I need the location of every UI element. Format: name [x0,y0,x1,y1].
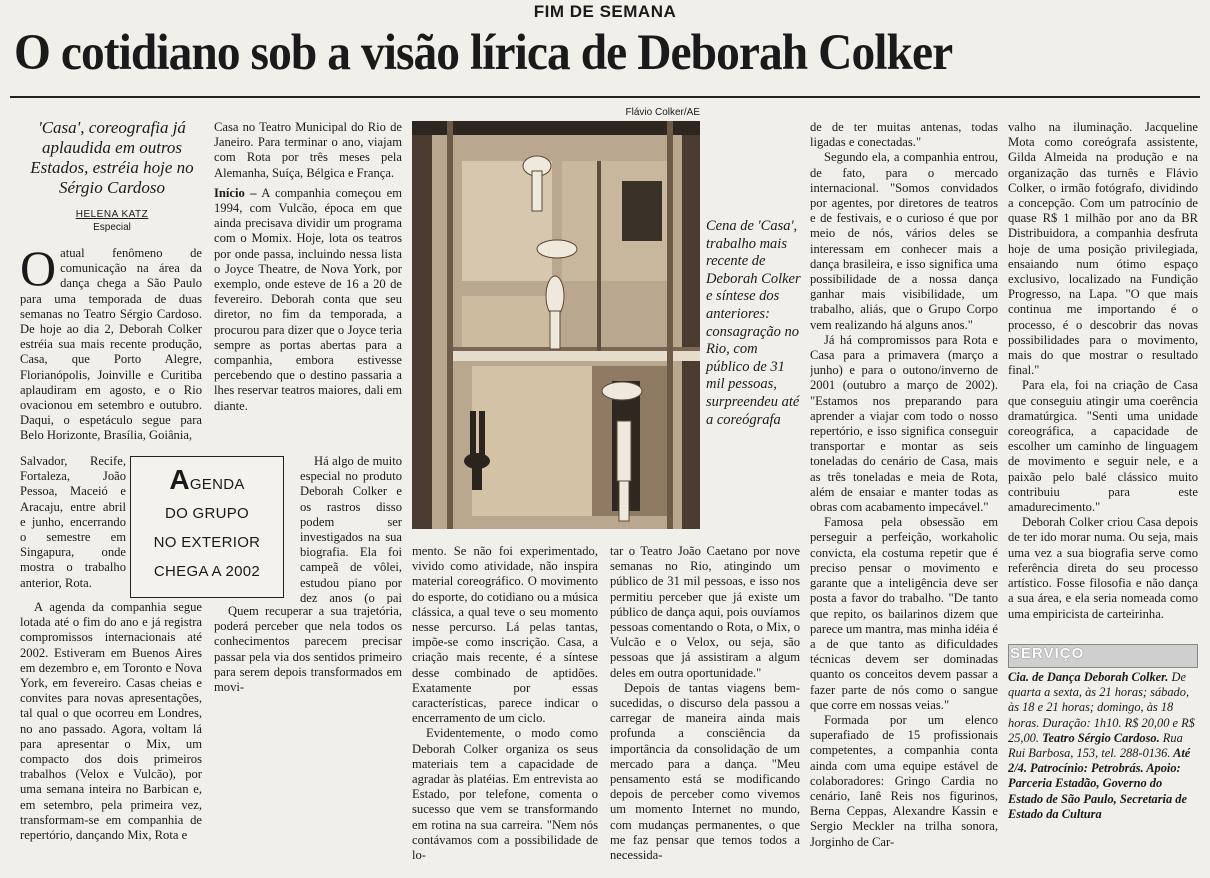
column-2-wrap [300,454,402,604]
servico-box [1008,670,1198,822]
agenda-line-2: DO GRUPO [164,505,250,522]
deck: 'Casa', coreografia já aplaudida em outros Estados, estréia hoje no Sérgio Cardoso [30,118,194,197]
column-2-bottom [214,604,402,862]
byline [24,208,200,234]
agenda-box [130,456,284,598]
paragraph: atual fenômeno de comunicação na área da dança chega a São Paulo para uma temporada de duas semanas no Teatro Sérgio Cardoso. De hoje ao dia 2, Deborah Colker estréia sua mais recente produção, Casa, que Porto Alegre, Florianópolis, Joinville e Curitiba aplaudiram em agosto, e o Rio ovacionou em setembro e outubro. Daqui, o espetáculo segue para Belo Horizonte, Brasília, Goiânia, [20,246,202,443]
column-1-top [20,246,202,456]
paragraph: tar o Teatro João Caetano por nove semanas no Rio, atingindo um público de 31 mil pessoas, e isso nos permitiu perceber que já existe um público de dança aqui, pois ouvíamos pessoas comentando o Rota, o Mix, o Vulcão e o Velox, ou seja, são pessoas que já assistiram a algum deles em outra oportunidade." [610,544,800,680]
paragraph: mento. Se não foi experimentado, vivido como atividade, não inspira material coreográfico. O movimento do esporte, do cotidiano ou a música clássica, a qual teve o seu momento nesse percurso. Lá pelas tantas, impõe-se como inscrição. Casa, a criação mais recente, é a síntese desse combinado de aptidões. Exatamente por essas características, parece indicar o encerramento de um ciclo. [412,544,598,726]
agenda-line-1: GENDA [189,476,245,493]
servico-label: SERVIÇO [1010,645,1085,662]
paragraph: de de ter muitas antenas, todas ligadas e conectadas." [810,120,998,150]
column-6 [1008,120,1198,640]
servico-sponsor: Patrocínio: Petrobrás. Apoio: Parceria Estadão, Governo do Estado de São Paulo, Secretaria de Estado da Cultura [1008,761,1187,821]
paragraph: Deborah Colker criou Casa depois de ter ido morar numa. Ou seja, mais uma vez a sua biografia serve como referência direta do seu processo artístico. Fosse filosofia e não dança a sua área, e ela seria nomeada como uma empiricista de carteirinha. [1008,515,1198,621]
servico-schedule: De quarta a sexta, às 21 horas; sábado, às 18 e 21 horas; domingo, às 18 horas. Duração: 1h10. R$ 20,00 e R$ 25,00. [1008,670,1195,745]
paragraph: Há algo de muito especial no produto Deborah Colker e os rastros disso podem ser investigados na sua biografia. Ela foi campeã de vôlei, estudou piano por dez anos (o pai [300,454,402,604]
paragraph: Casa no Teatro Municipal do Rio de Janeiro. Para terminar o ano, viajam com Rota por três meses pela Alemanha, Suíça, Bélgica e França. [214,120,402,180]
byline-name: HELENA KATZ [75,209,149,220]
paragraph: Evidentemente, o modo como Deborah Colker organiza os seus materiais tem a capacidade de agradar às platéias. Em entrevista ao Estado, por telefone, comenta o sucesso que vem se transformando em rotina na sua carreira. "Nem nós contávamos com a possibilidade de lo- [412,726,598,862]
paragraph: Já há compromissos para Rota e Casa para a primavera (março a junho) e para o outono/inverno de 2001 (outubro a março de 2002). "Estamos nos preparando para aprender a viajar com todo o nosso repertório, e isso significa conseguir transportar e montar as seis toneladas do cenário de Casa, mais as três toneladas e meia de Rota, além de ensaiar e manter todas as obras com acabamento impecável." [810,332,998,515]
column-3 [412,544,598,862]
column-2-top [214,120,402,456]
paragraph: Famosa pela obsessão em perseguir a perfeição, workaholic convicta, ela costuma repetir que é preciso pensar o movimento e garante que a inteligência deve ser posta a favor do trabalho. "De tanto que repito, os bailarinos dizem que parece um mantra, mas minha idéia é a de que tanto as dificuldades técnicas devem ser dominadas quanto os conceitos devem passar a fazer parte de nós como o sangue que corre em nossas veias." [810,515,998,712]
paragraph: Salvador, Recife, Fortaleza, João Pessoa, Maceió e Aracaju, entre abril e junho, encerrando o semestre em Singapura, onde mostra o trabalho anterior, Rota. [20,454,126,590]
byline-role: Especial [93,222,131,233]
servico-until: Até 2/4. [1008,746,1191,776]
paragraph-continued: Quem recuperar a sua trajetória, poderá perceber que nela todos os conhecimentos parecem precisar passar pela via dos sentidos primeiro para serem depois transformados em movi- [214,604,402,695]
agenda-initial: A [169,464,190,495]
paragraph: Depois de tantas viagens bem-sucedidas, o discurso dela passou a carregar de maneira ainda mais profunda a consciência da importância da consolidação de um mercado para a dança. "Meu pensamento está se modificando depois de perceber como vivemos um momento Internet no mundo, com mudanças permanentes, o que me faz pensar que temos todos a necessida- [610,680,800,862]
paragraph: Segundo ela, a companhia entrou, de fato, para o mercado internacional. "Somos convidados por agentes, por diretores de teatros e de festivais, e o curioso é que por meio de nós, vários deles se interessam em conhecer mais a dança brasileira, e isso significa uma possibilidade de a nossa dança ganhar mais visibilidade, um trabalho, aliás, que o Grupo Corpo vem realizando há alguns anos." [810,150,998,332]
dancers-on-set-image [412,121,700,529]
paragraph: valho na iluminação. Jacqueline Mota como coreógrafa assistente, Gilda Almeida na produção e na organização das turnês e Flávio Colker, o irmão fotógrafo, dividindo a concepção. Com um patrocínio de quase R$ 1 milhão por ano da BR Distribuidora, a companhia desfruta hoje de uma posição privilegiada, ensaiando num ótimo espaço exclusivo, localizado na Fundição Progresso, na Lapa. "O que mais continua me importando é o processo, é o descobrir das novas possibilidades para o movimento, mais do que mostrar o resultado final." [1008,120,1198,378]
column-5 [810,120,998,864]
article-photo [412,121,700,529]
paragraph: Formada por um elenco superafiado de 15 profissionais competentes, a companhia conta ainda com uma equipe estável de colaboradores: Gringo Cardia no cenário, Ianê Reis nos figurinos, Berna Ceppas, Alexandre Kassin e Sergio Meckler na trilha sonora, Jorginho de Car- [810,712,998,849]
photo-caption: Cena de 'Casa', trabalho mais recente de Deborah Colker e síntese dos anteriores: consagração no Rio, com público de 31 mil pessoas, surpreendeu até a coreógrafa [706,218,801,428]
agenda-line-4: CHEGA A 2002 [153,563,261,580]
servico-venue: Teatro Sérgio Cardoso. [1038,730,1160,745]
dropcap: O [20,246,57,296]
servico-title: Cia. de Dança Deborah Colker. [1008,670,1169,684]
column-4 [610,544,800,862]
column-1-wrap [20,454,126,600]
headline: O cotidiano sob a visão lírica de Deborah Colker [14,25,953,81]
agenda-line-3: NO EXTERIOR [153,534,261,551]
servico-address: Rua Rui Barbosa, 153, tel. 288-0136. [1008,730,1183,761]
paragraph: A agenda da companhia segue lotada até o fim do ano e já registra compromissos internacionais até 2002. Estiveram em Buenos Aires em dezembro e, em Toronto e Nova York, em fevereiro. Casas cheias e convites para novas apresentações, tal qual o que ocorreu em Londres, no ano passado. Agora, voltam lá para apresentar o Mix, um compacto dos dois primeiros trabalhos (Velox e Vulcão), por uma semana inteira no Barbican e, em setembro, pela primeira vez, transformam-se em companhia de repertório, dançando Mix, Rota e [20,600,202,843]
paragraph: Para ela, foi na criação de Casa que conseguiu atingir uma coerência dramatúrgica. "Senti uma unidade coreográfica, a capacidade de escolher um caminho de linguagem de movimento e seguir nele, e a paixão pelo balé clássico muito contribuiu para este amadurecimento." [1008,378,1198,515]
column-1-bottom [20,600,202,862]
paragraph: A companhia começou em 1994, com Vulcão, época em que ainda precisava dividir um programa com o Momix. Hoje, lota os teatros por onde passa, incluindo nessa lista o Joyce Theatre, de Nova York, por exemplo, onde esteve de 16 a 20 de fevereiro. Deborah conta que seu diretor, no fim da temporada, a procurou para dizer que o Joyce teria sempre as portas abertas para a companhia, embora estivesse percebendo que o destino passaria a lhes reservar teatros maiores, dali em diante. [214,185,402,413]
subhead-inicio: Início – [214,185,257,200]
section-label: FIM DE SEMANA [533,2,677,21]
headline-rule [10,96,1200,98]
photo-credit: Flávio Colker/AE [625,107,700,118]
